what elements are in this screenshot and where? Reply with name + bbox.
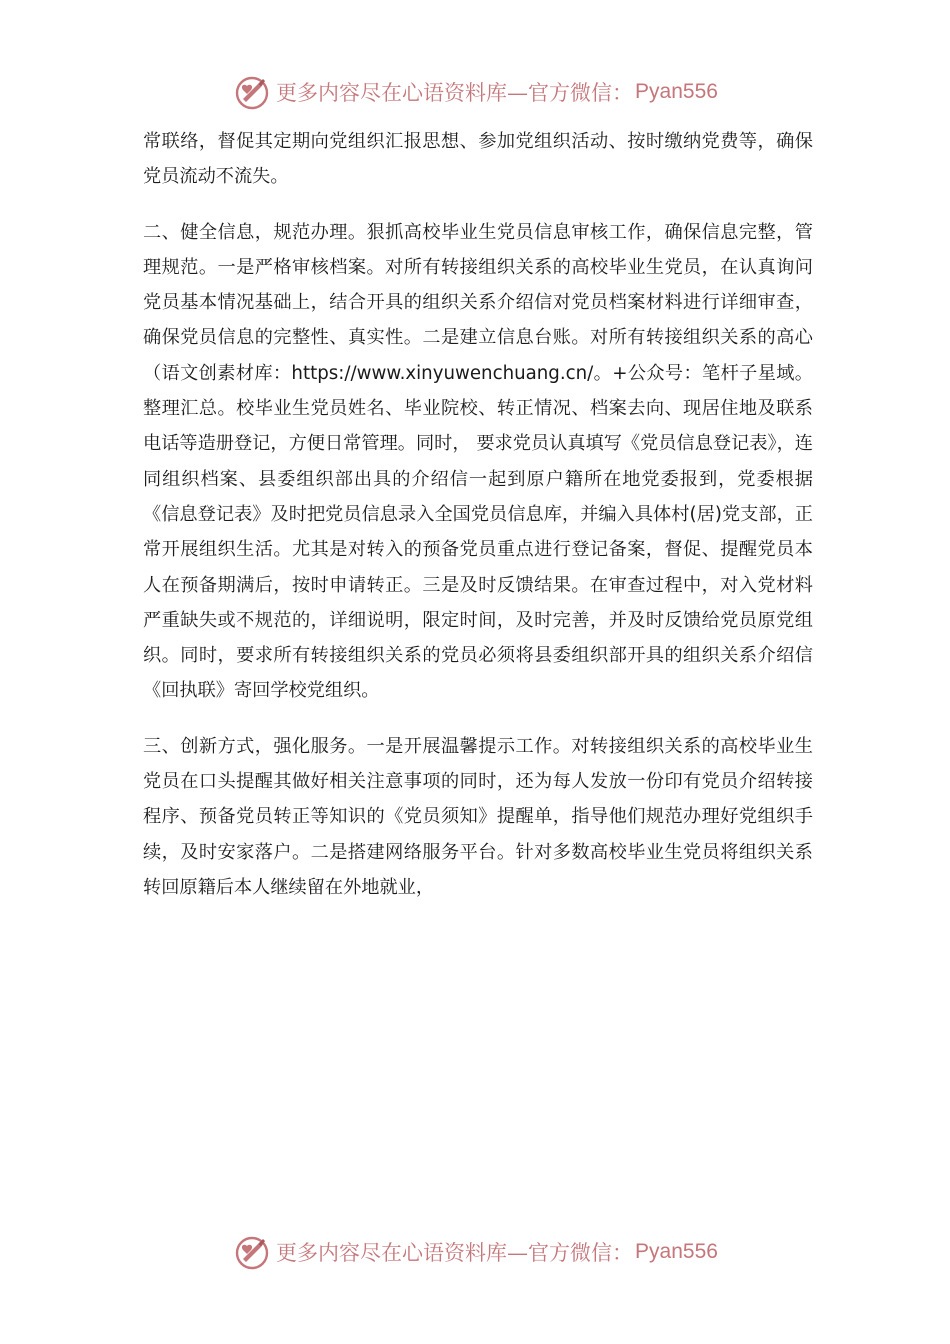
banner-text: 更多内容尽在心语资料库—官方微信： (276, 81, 634, 105)
document-body (143, 124, 813, 905)
banner-wechat-id: Pyan556 (635, 1240, 718, 1263)
footer-banner (0, 1230, 950, 1274)
banner-text: 更多内容尽在心语资料库—官方微信： (276, 1241, 634, 1265)
paragraph-section-three: 三、创新方式，强化服务。一是开展温馨提示工作。对转接组织关系的高校毕业生党员在口头提醒其做好相关注意事项的同时，还为每人发放一份印有党员介绍转接程序、预备党员转正等知识的《党员须知》提醒单，指导他们规范办理好党组织手续，及时安家落户。二是搭建网络服务平台。针对多数高校毕业生党员将组织关系转回原籍后本人继续留在外地就业， (143, 735, 813, 898)
pen-heart-logo-icon (232, 1232, 272, 1272)
paragraph-section-two: 二、健全信息，规范办理。狠抓高校毕业生党员信息审核工作，确保信息完整，管理规范。一是严格审核档案。对所有转接组织关系的高校毕业生党员，在认真询问党员基本情况基础上，结合开具的组织关系介绍信对党员档案材料进行详细审查，确保党员信息的完整性、真实性。二是建立信息台账。对所有转接组织关系的高心（语文创素材库：https://www.xinyuwenchuang.cn/。+公众号：笔杆子星域。整理汇总。校毕业生党员姓名、毕业院校、转正情况、档案去向、现居住地及联系电话等造册登记，方便日常管理。同时， 要求党员认真填写《党员信息登记表》，连同组织档案、县委组织部出具的介绍信一起到原户籍所在地党委报到，党委根据《信息登记表》及时把党员信息录入全国党员信息库，并编入具体村(居)党支部，正常开展组织生活。尤其是对转入的预备党员重点进行登记备案，督促、提醒党员本人在预备期满后，按时申请转正。三是及时反馈结果。在审查过程中，对入党材料严重缺失或不规范的，详细说明，限定时间，及时完善，并及时反馈给党员原党组织。同时，要求所有转接组织关系的党员必须将县委组织部开具的组织关系介绍信《回执联》寄回学校党组织。 (143, 221, 813, 702)
paragraph-continuation: 常联络，督促其定期向党组织汇报思想、参加党组织活动、按时缴纳党费等，确保党员流动不流失。 (143, 131, 813, 188)
banner-wechat-id: Pyan556 (635, 80, 718, 103)
header-banner (0, 70, 950, 114)
pen-heart-logo-icon (232, 72, 272, 112)
